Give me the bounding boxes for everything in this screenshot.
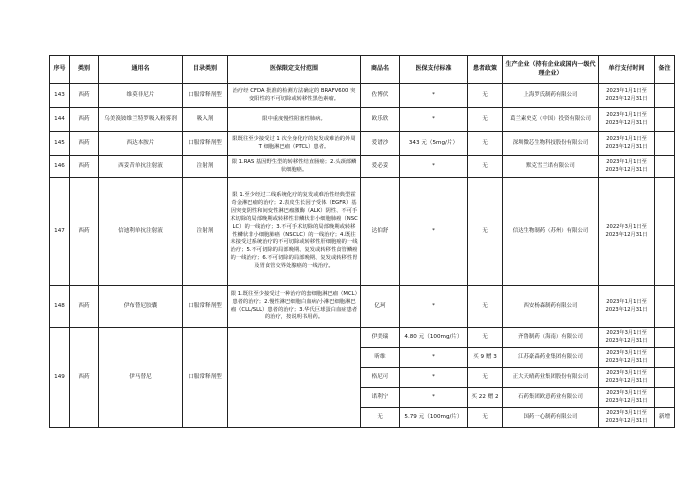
table-row [50, 132, 675, 156]
period-end: 2023年12月31日 [605, 119, 648, 126]
trade-name-cell: 昕维 [361, 348, 400, 368]
patient-policy-cell: 无 [468, 84, 503, 108]
payment-period-cell [599, 368, 655, 388]
period-start: 2023年1月1日至 [606, 87, 647, 94]
table-row [50, 328, 675, 348]
note-cell [655, 156, 675, 178]
manufacturer-cell: 信达生物制药（苏州）有限公司 [503, 178, 599, 286]
patient-policy-cell: 无 [468, 178, 503, 286]
manufacturer-cell: 西安杨森制药有限公司 [503, 286, 599, 328]
period-start: 2023年3月1日至 [606, 369, 647, 376]
period-start: 2023年1月1日至 [606, 111, 647, 118]
manufacturer-cell: 正大天晴药业集团股份有限公司 [503, 368, 599, 388]
patient-policy-cell: 无 [468, 132, 503, 156]
directory-type-cell: 口服常释剂型 [183, 286, 228, 328]
note-cell [655, 368, 675, 388]
directory-type-cell: 注射剂 [183, 178, 228, 286]
period-start: 2023年3月1日至 [606, 409, 647, 416]
payment-period-cell [599, 348, 655, 368]
period-end: 2023年12月31日 [605, 143, 648, 150]
manufacturer-cell: 齐鲁制药（海南）有限公司 [503, 328, 599, 348]
generic-name-cell: 乌美溴铵维兰特罗吸入粉雾剂 [99, 108, 183, 132]
trade-name-cell: 格尼可 [361, 368, 400, 388]
row-number-cell: 147 [50, 178, 70, 286]
manufacturer-cell: 上海罗氏制药有限公司 [503, 84, 599, 108]
manufacturer-cell: 江苏豪森药业集团有限公司 [503, 348, 599, 368]
generic-name-cell: 西达本胺片 [99, 132, 183, 156]
trade-name-cell: 爱必妥 [361, 156, 400, 178]
patient-policy-cell: 无 [468, 108, 503, 132]
scope-cell: 治疗经 CFDA 批准的检测方法确定的 BRAFV600 突变阳性的不可切除或转移性黑色素瘤。 [228, 84, 361, 108]
payment-period-cell [599, 388, 655, 408]
period-start: 2023年1月1日至 [606, 298, 647, 305]
trade-name-cell: 诺利宁 [361, 388, 400, 408]
trade-name-cell: 爱谱沙 [361, 132, 400, 156]
patient-policy-cell: 买 9 赠 3 [468, 348, 503, 368]
payment-standard-cell: * [400, 108, 468, 132]
note-cell: 新增 [655, 408, 675, 428]
manufacturer-cell: 深圳微芯生物科技股份有限公司 [503, 132, 599, 156]
payment-period-cell [599, 108, 655, 132]
scope-cell: 限 1.至少经过二线系统化疗的复发或难治性经典型霍奇金淋巴瘤的治疗；2.表皮生长因子受体（EGFR）基因突变阴性和间变性淋巴瘤激酶（ALK）阴性、不可手术切除的局部晚期或转移性非鳞状非小细胞肺癌（NSCLC）的一线治疗；3.不可手术切除的局部晚期或转移性鳞状非小细胞肺癌（NSCLC）的一线治疗；4.既往未接受过系统治疗的不可切除或转移性肝细胞癌的一线治疗；5.不可切除的局部晚期、复发或转移性食管鳞癌的一线治疗；6.不可切除的局部晚期、复发或转移性胃及胃食管交界处腺癌的一线治疗。 [228, 178, 361, 286]
payment-period-cell [599, 286, 655, 328]
period-end: 2023年12月31日 [605, 377, 648, 384]
period-end: 2023年12月31日 [605, 337, 648, 344]
category-cell: 西药 [70, 156, 99, 178]
patient-policy-cell: 无 [468, 368, 503, 388]
header-generic-name: 通用名 [99, 56, 183, 84]
header-row [50, 56, 675, 84]
period-end: 2023年12月31日 [605, 231, 648, 238]
category-cell: 西药 [70, 84, 99, 108]
header-trade-name: 商品名 [361, 56, 400, 84]
scope-cell: 限 1.RAS 基因野生型的转移性结直肠癌；2.头颈部鳞状细胞癌。 [228, 156, 361, 178]
period-start: 2022年3月1日至 [606, 223, 647, 230]
trade-name-cell: 伊美瑞 [361, 328, 400, 348]
header-payment-period: 单行支付时间 [599, 56, 655, 84]
scope-cell: 限 1.既往至少接受过一种治疗的套细胞淋巴瘤（MCL）患者的治疗；2.慢性淋巴细胞白血病/小淋巴细胞淋巴瘤（CLL/SLL）患者的治疗；3.华氏巨球蛋白血症患者的治疗，按说明书用药。 [228, 286, 361, 328]
payment-period-cell [599, 132, 655, 156]
trade-name-cell: 亿珂 [361, 286, 400, 328]
manufacturer-cell: 葛兰素史克（中国）投资有限公司 [503, 108, 599, 132]
scope-cell [228, 328, 361, 428]
note-cell [655, 84, 675, 108]
category-cell: 西药 [70, 132, 99, 156]
directory-type-cell: 口服常释剂型 [183, 84, 228, 108]
note-cell [655, 388, 675, 408]
generic-name-cell: 伊马替尼 [99, 328, 183, 428]
payment-period-cell [599, 84, 655, 108]
trade-name-cell: 达伯舒 [361, 178, 400, 286]
period-start: 2023年1月1日至 [606, 158, 647, 165]
header-manufacturer: 生产企业（持有企业或国内一级代理企业） [503, 56, 599, 84]
category-cell: 西药 [70, 328, 99, 428]
period-start: 2023年3月1日至 [606, 329, 647, 336]
header-patient-policy: 患者政策 [468, 56, 503, 84]
header-note: 备注 [655, 56, 675, 84]
payment-standard-cell: * [400, 156, 468, 178]
row-number-cell: 149 [50, 328, 70, 428]
row-number-cell: 144 [50, 108, 70, 132]
note-cell [655, 108, 675, 132]
period-end: 2023年12月31日 [605, 95, 648, 102]
header-no: 序号 [50, 56, 70, 84]
row-number-cell: 143 [50, 84, 70, 108]
category-cell: 西药 [70, 108, 99, 132]
trade-name-cell: 佐博伏 [361, 84, 400, 108]
table-row [50, 108, 675, 132]
directory-type-cell: 注射剂 [183, 156, 228, 178]
scope-cell: 限既往至少接受过 1 次全身化疗的复发或难治的外周 T 细胞淋巴瘤（PTCL）患者。 [228, 132, 361, 156]
header-directory-type: 目录类别 [183, 56, 228, 84]
patient-policy-cell: 无 [468, 408, 503, 428]
payment-standard-cell: * [400, 388, 468, 408]
period-start: 2023年1月1日至 [606, 135, 647, 142]
directory-type-cell: 吸入剂 [183, 108, 228, 132]
directory-type-cell: 口服常释剂型 [183, 132, 228, 156]
note-cell [655, 328, 675, 348]
table-row [50, 178, 675, 286]
period-end: 2023年12月31日 [605, 417, 648, 424]
period-end: 2023年12月31日 [605, 357, 648, 364]
patient-policy-cell: 无 [468, 286, 503, 328]
category-cell: 西药 [70, 286, 99, 328]
generic-name-cell: 西妥昔单抗注射液 [99, 156, 183, 178]
table-row [50, 156, 675, 178]
payment-standard-cell: * [400, 368, 468, 388]
period-end: 2023年12月31日 [605, 397, 648, 404]
note-cell [655, 348, 675, 368]
trade-name-cell: 欧乐欣 [361, 108, 400, 132]
note-cell [655, 178, 675, 286]
category-cell: 西药 [70, 178, 99, 286]
header-payment-standard: 医保支付标准 [400, 56, 468, 84]
note-cell [655, 132, 675, 156]
payment-period-cell [599, 408, 655, 428]
table-row [50, 84, 675, 108]
row-number-cell: 146 [50, 156, 70, 178]
manufacturer-cell: 默克雪兰诺有限公司 [503, 156, 599, 178]
generic-name-cell: 维莫非尼片 [99, 84, 183, 108]
scope-cell: 限中重度慢性阻塞性肺病。 [228, 108, 361, 132]
header-scope: 医保限定支付范围 [228, 56, 361, 84]
manufacturer-cell: 国药一心制药有限公司 [503, 408, 599, 428]
payment-standard-cell: * [400, 84, 468, 108]
payment-period-cell [599, 328, 655, 348]
payment-standard-cell: * [400, 178, 468, 286]
period-start: 2023年3月1日至 [606, 389, 647, 396]
period-end: 2023年12月31日 [605, 306, 648, 313]
payment-standard-cell: 343 元（5mg/片） [400, 132, 468, 156]
generic-name-cell: 伊布替尼胶囊 [99, 286, 183, 328]
payment-period-cell [599, 156, 655, 178]
manufacturer-cell: 石药集团欧意药业有限公司 [503, 388, 599, 408]
header-category: 类别 [70, 56, 99, 84]
patient-policy-cell: 无 [468, 328, 503, 348]
table-row [50, 286, 675, 328]
patient-policy-cell: 买 22 赠 2 [468, 388, 503, 408]
payment-period-cell [599, 178, 655, 286]
payment-standard-cell: 5.79 元（100mg/片） [400, 408, 468, 428]
row-number-cell: 145 [50, 132, 70, 156]
generic-name-cell: 信迪利单抗注射液 [99, 178, 183, 286]
period-start: 2023年3月1日至 [606, 349, 647, 356]
trade-name-cell: 无 [361, 408, 400, 428]
payment-standard-cell: 4.80 元（100mg/片） [400, 328, 468, 348]
row-number-cell: 148 [50, 286, 70, 328]
period-end: 2023年12月31日 [605, 166, 648, 173]
payment-standard-cell: * [400, 348, 468, 368]
patient-policy-cell: 无 [468, 156, 503, 178]
note-cell [655, 286, 675, 328]
drug-policy-table [49, 55, 675, 428]
directory-type-cell: 口服常释剂型 [183, 328, 228, 428]
payment-standard-cell: * [400, 286, 468, 328]
